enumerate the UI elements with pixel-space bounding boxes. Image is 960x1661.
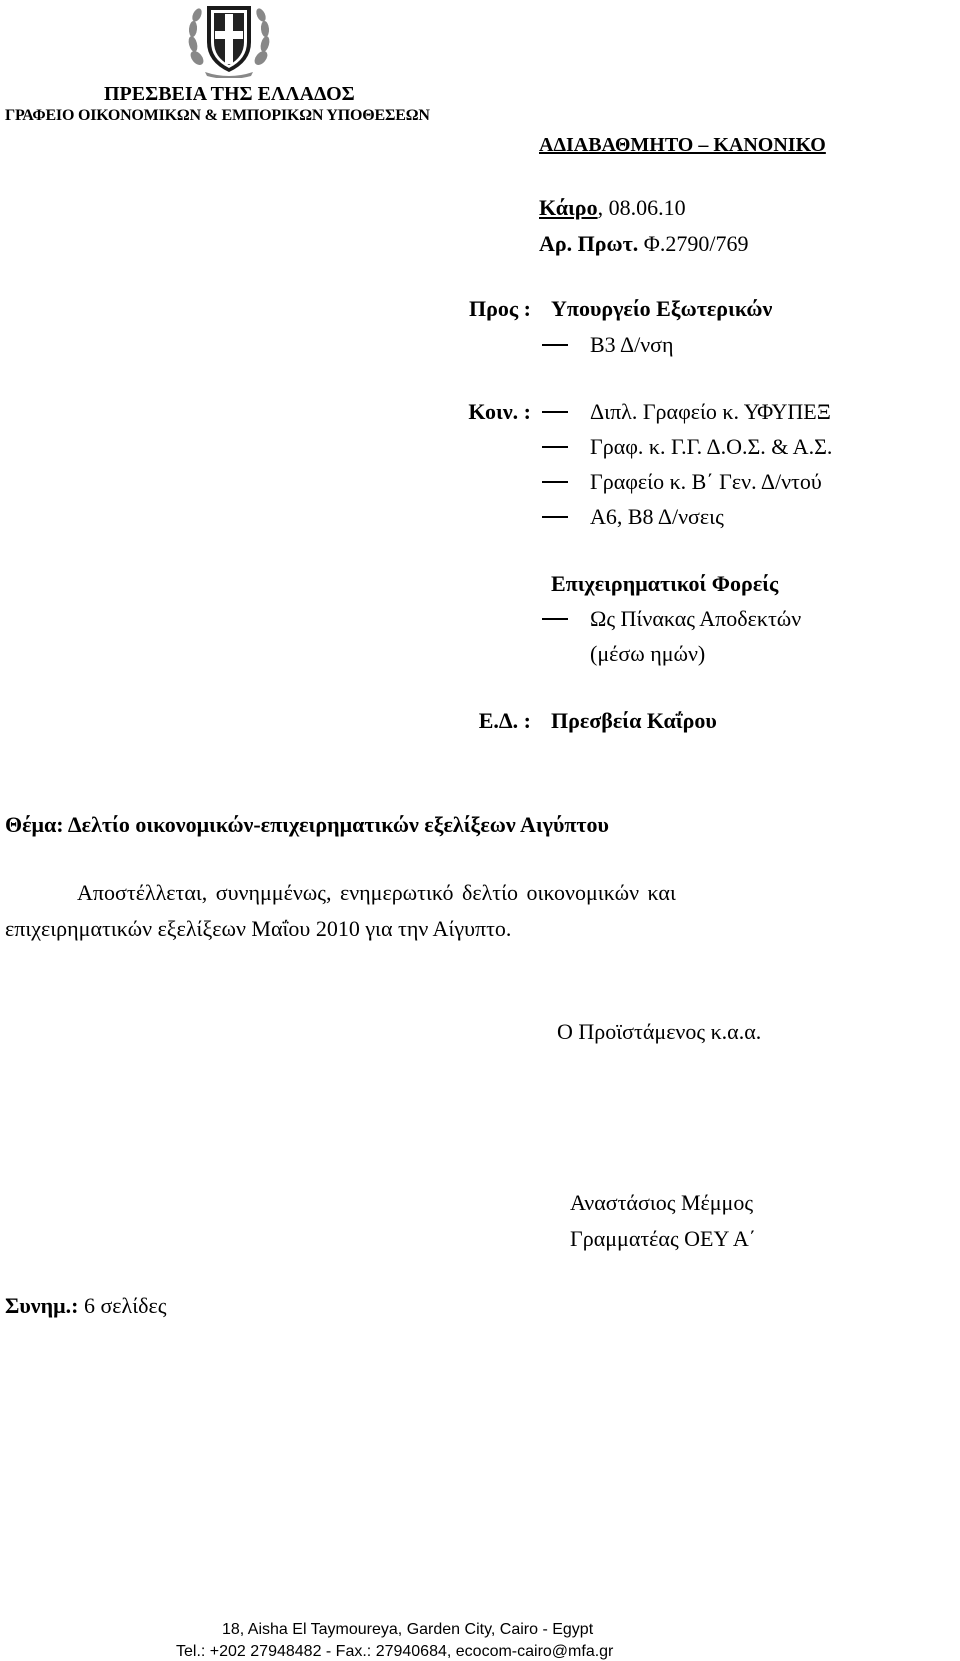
greek-coat-of-arms-icon [185,0,273,78]
signatory-name: Αναστάσιος Μέμμος [570,1190,754,1215]
body-line: επιχειρηματικών εξελίξεων Μαΐου 2010 για την Αίγυπτο. [5,916,512,941]
dash-icon [542,344,568,346]
dash-icon [542,516,568,518]
office-name: ΓΡΑΦΕΙΟ ΟΙΚΟΝΟΜΙΚΩΝ & ΕΜΠΟΡΙΚΩΝ ΥΠΟΘΕΣΕΩΝ [5,107,430,124]
classification-label: ΑΔΙΑΒΑΘΜΗΤΟ – ΚΑΝΟΝΙΚΟ [539,134,826,156]
protocol-label: Αρ. Πρωτ. [539,231,639,256]
to-sub [542,332,674,358]
dash-icon [542,481,568,483]
dash-icon [542,618,568,620]
signatory-role: Γραμματέας ΟΕΥ Α΄ [570,1226,757,1251]
date: , 08.06.10 [597,195,686,220]
protocol-number [539,231,748,257]
to-label: Προς : [469,296,531,321]
dash-icon [542,446,568,448]
signature-title: Ο Προϊστάμενος κ.α.α. [557,1019,762,1044]
attachment-label: Συνημ.: [5,1293,79,1318]
cc-item [542,434,832,460]
cc-item-text: Γραφείο κ. Β΄ Γεν. Δ/ντού [590,469,822,494]
attachment-value: 6 σελίδες [78,1293,167,1318]
footer-contact: Tel.: +202 27948482 - Fax.: 27940684, ecocom-cairo@mfa.gr [176,1643,614,1660]
cc-item-text: Γραφ. κ. Γ.Γ. Δ.Ο.Σ. & Α.Σ. [590,434,833,459]
cc-label: Κοιν. : [468,399,531,424]
business-item-text: Ως Πίνακας Αποδεκτών [590,606,802,631]
protocol-value: Φ.2790/769 [638,231,749,256]
embassy-name: ΠΡΕΣΒΕΙΑ ΤΗΣ ΕΛΛΑΔΟΣ [104,83,355,105]
cc-item [542,504,724,530]
cc-item-text: Α6, Β8 Δ/νσεις [590,504,724,529]
business-heading: Επιχειρηματικοί Φορείς [551,571,779,596]
internal-value: Πρεσβεία Καΐρου [551,708,717,733]
business-item-note: (μέσω ημών) [590,641,706,666]
business-item [542,606,801,632]
footer-address: 18, Aisha El Taymoureya, Garden City, Cairo - Egypt [222,1621,594,1638]
dash-icon [542,411,568,413]
to-main: Υπουργείο Εξωτερικών [551,296,773,321]
cc-item-text: Διπλ. Γραφείο κ. ΥΦΥΠΕΞ [590,399,831,424]
place-date [539,195,686,221]
subject: Θέμα: Δελτίο οικονομικών-επιχειρηματικών εξελίξεων Αιγύπτου [5,812,609,837]
to-sub-text: Β3 Δ/νση [590,332,674,357]
cc-item [542,469,822,495]
internal-label: Ε.Δ. : [478,708,531,733]
cc-item [542,399,831,425]
place: Κάιρο [539,195,598,220]
body-line: Αποστέλλεται, συνημμένως, ενημερωτικό δελτίο οικονομικών και [77,880,676,905]
attachment-note [5,1293,166,1319]
